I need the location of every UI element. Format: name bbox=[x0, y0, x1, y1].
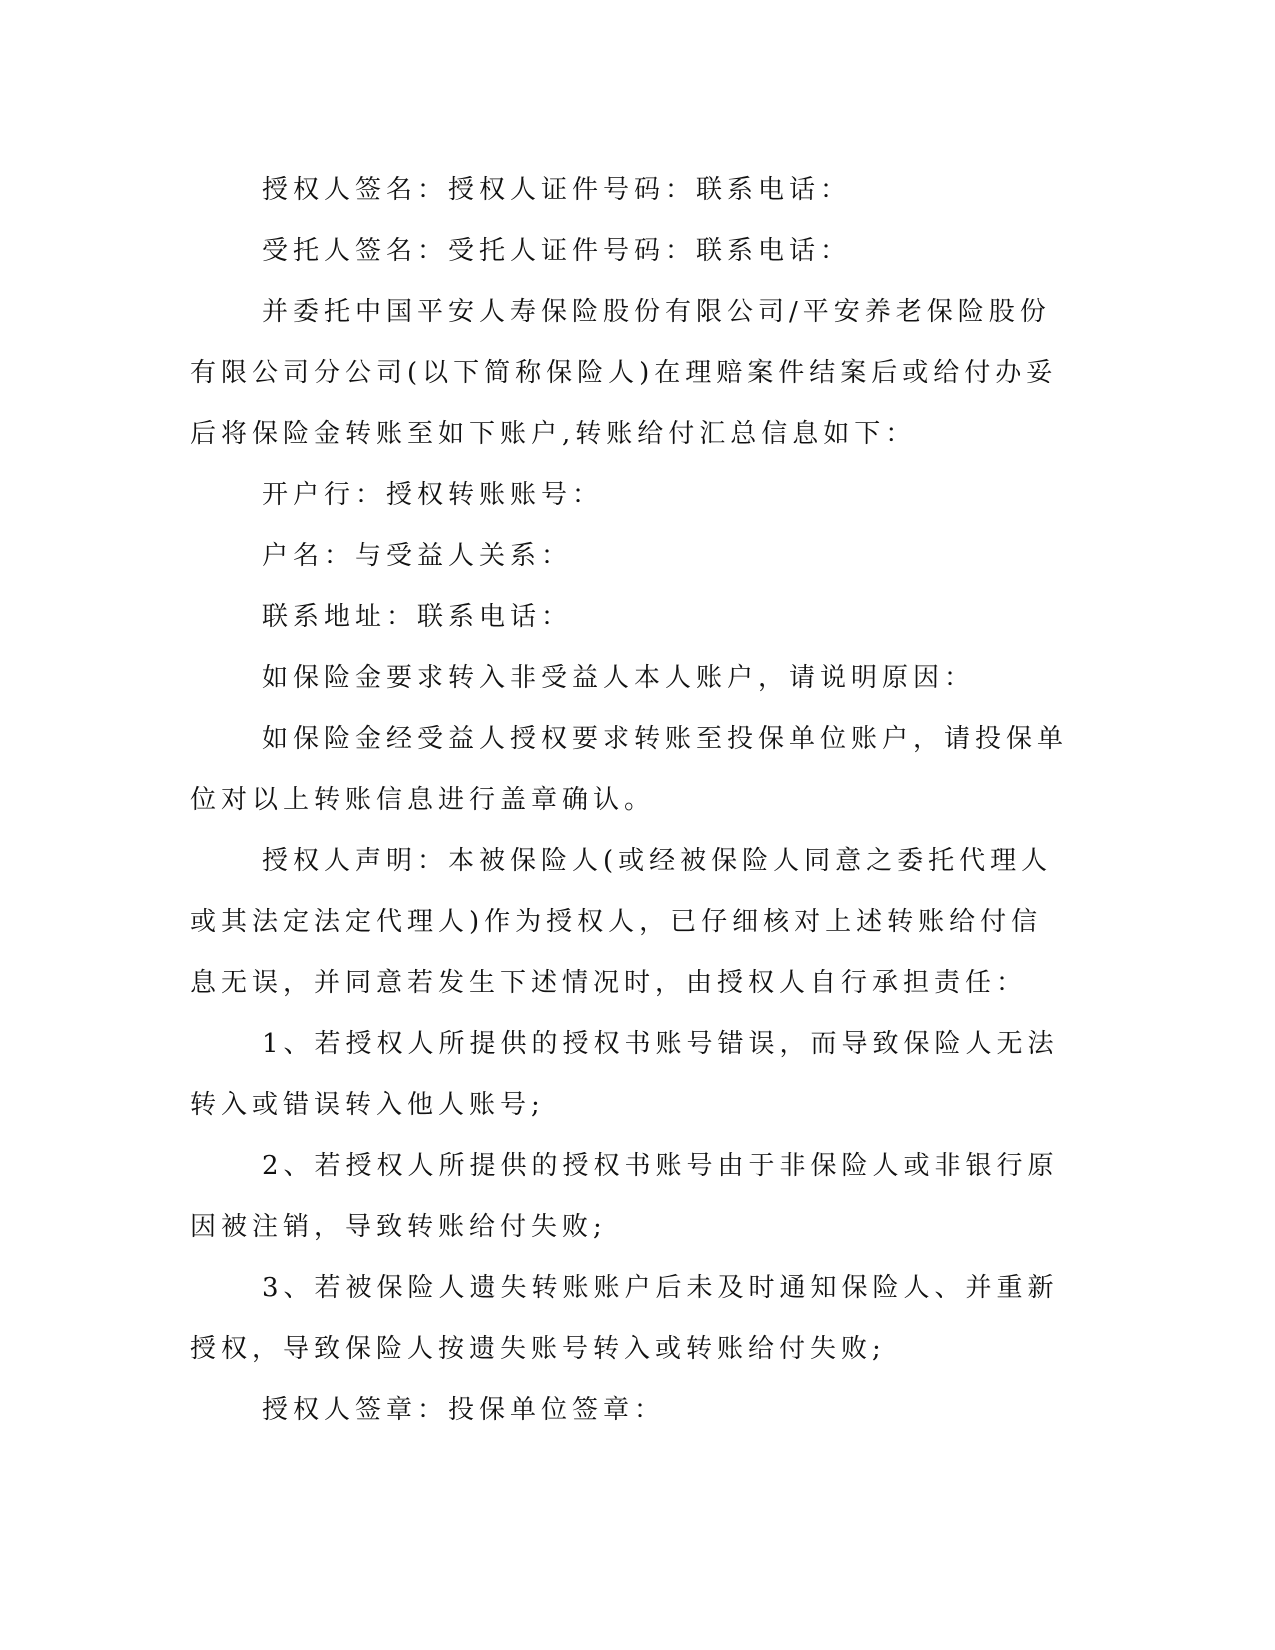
liability-item-2: 2、若授权人所提供的授权书账号由于非保险人或非银行原因被注销，导致转账给付失败; bbox=[190, 1151, 1059, 1242]
account-name-line: 户名：与受益人关系： bbox=[262, 541, 573, 571]
entrustment-paragraph: 并委托中国平安人寿保险股份有限公司/平安养老保险股份有限公司分公司(以下简称保险人)在理赔案件结案后或给付办妥后将保险金转账至如下账户,转账给付汇总信息如下： bbox=[190, 297, 1058, 449]
liability-item-1: 1、若授权人所提供的授权书账号错误，而导致保险人无法转入或错误转入他人账号; bbox=[190, 1029, 1059, 1120]
signature-seal-line: 授权人签章：投保单位签章： bbox=[262, 1395, 666, 1425]
bank-account-line: 开户行：授权转账账号： bbox=[262, 480, 604, 510]
document-body bbox=[190, 160, 1070, 1441]
reason-line: 如保险金要求转入非受益人本人账户，请说明原因： bbox=[262, 663, 976, 693]
employer-account-paragraph: 如保险金经受益人授权要求转账至投保单位账户，请投保单位对以上转账信息进行盖章确认。 bbox=[190, 724, 1069, 815]
authorizer-declaration-paragraph: 授权人声明：本被保险人(或经被保险人同意之委托代理人或其法定法定代理人)作为授权人，已仔细核对上述转账给付信息无误，并同意若发生下述情况时，由授权人自行承担责任： bbox=[190, 846, 1053, 998]
authorizer-signature-line: 授权人签名：授权人证件号码：联系电话： bbox=[262, 175, 852, 205]
liability-item-3: 3、若被保险人遗失转账账户后未及时通知保险人、并重新授权，导致保险人按遗失账号转入或转账给付失败; bbox=[190, 1273, 1059, 1364]
trustee-signature-line: 受托人签名：受托人证件号码：联系电话： bbox=[262, 236, 852, 266]
contact-address-line: 联系地址：联系电话： bbox=[262, 602, 573, 632]
